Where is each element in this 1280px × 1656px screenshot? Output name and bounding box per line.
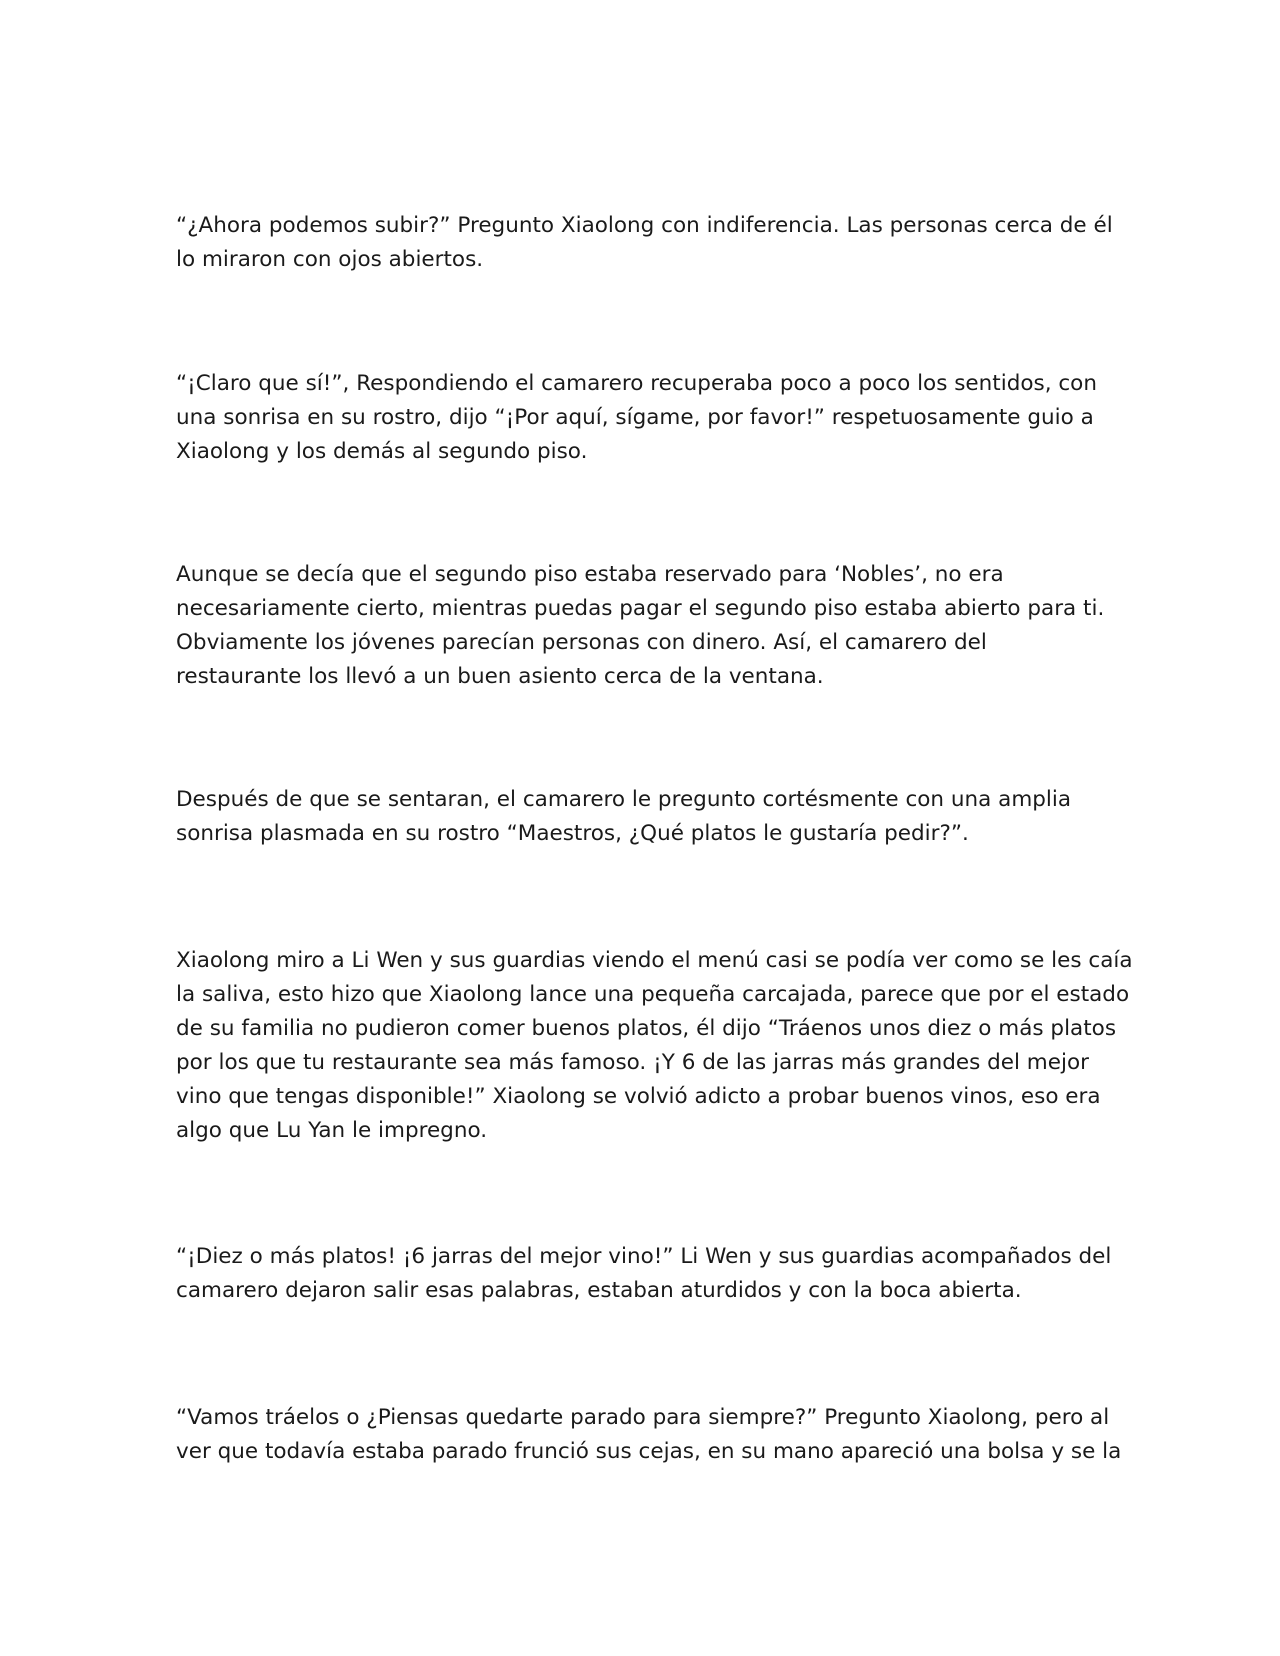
paragraph-7 xyxy=(176,1401,1122,1469)
paragraph-line: ver que todavía estaba parado frunció sus cejas, en su mano apareció una bolsa y se la xyxy=(176,1439,1122,1464)
paragraph-line: Xiaolong miro a Li Wen y sus guardias viendo el menú casi se podía ver como se les caía xyxy=(176,948,1133,973)
paragraph-line: camarero dejaron salir esas palabras, estaban aturdidos y con la boca abierta. xyxy=(176,1278,1022,1303)
paragraph-4 xyxy=(176,783,1106,851)
paragraph-line: “¡Claro que sí!”, Respondiendo el camarero recuperaba poco a poco los sentidos, con xyxy=(176,371,1097,396)
paragraph-line: de su familia no pudieron comer buenos platos, él dijo “Tráenos unos diez o más platos xyxy=(176,1016,1117,1041)
paragraph-line: sonrisa plasmada en su rostro “Maestros, ¿Qué platos le gustaría pedir?”. xyxy=(176,821,969,846)
paragraph-line: “¿Ahora podemos subir?” Pregunto Xiaolong con indiferencia. Las personas cerca de él xyxy=(176,213,1113,238)
paragraph-line: necesariamente cierto, mientras puedas pagar el segundo piso estaba abierto para ti. xyxy=(176,596,1105,621)
paragraph-2 xyxy=(176,367,1106,469)
paragraph-6 xyxy=(176,1240,1112,1308)
paragraph-line: algo que Lu Yan le impregno. xyxy=(176,1118,488,1143)
paragraph-line: Xiaolong y los demás al segundo piso. xyxy=(176,439,588,464)
paragraph-line: restaurante los llevó a un buen asiento cerca de la ventana. xyxy=(176,664,824,689)
paragraph-line: lo miraron con ojos abiertos. xyxy=(176,247,484,272)
paragraph-3 xyxy=(176,558,1106,694)
paragraph-line: una sonrisa en su rostro, dijo “¡Por aquí, sígame, por favor!” respetuosamente guio a xyxy=(176,405,1094,430)
paragraph-line: “Vamos tráelos o ¿Piensas quedarte parado para siempre?” Pregunto Xiaolong, pero al xyxy=(176,1405,1110,1430)
paragraph-line: vino que tengas disponible!” Xiaolong se volvió adicto a probar buenos vinos, eso era xyxy=(176,1084,1101,1109)
paragraph-1 xyxy=(176,209,1113,277)
paragraph-line: Obviamente los jóvenes parecían personas con dinero. Así, el camarero del xyxy=(176,630,987,655)
paragraph-line: Después de que se sentaran, el camarero le pregunto cortésmente con una amplia xyxy=(176,787,1072,812)
paragraph-5 xyxy=(176,944,1133,1148)
paragraph-line: Aunque se decía que el segundo piso estaba reservado para ‘Nobles’, no era xyxy=(176,562,1004,587)
paragraph-line: “¡Diez o más platos! ¡6 jarras del mejor vino!” Li Wen y sus guardias acompañados del xyxy=(176,1244,1112,1269)
paragraph-line: la saliva, esto hizo que Xiaolong lance una pequeña carcajada, parece que por el estado xyxy=(176,982,1130,1007)
paragraph-line: por los que tu restaurante sea más famoso. ¡Y 6 de las jarras más grandes del mejor xyxy=(176,1050,1089,1075)
